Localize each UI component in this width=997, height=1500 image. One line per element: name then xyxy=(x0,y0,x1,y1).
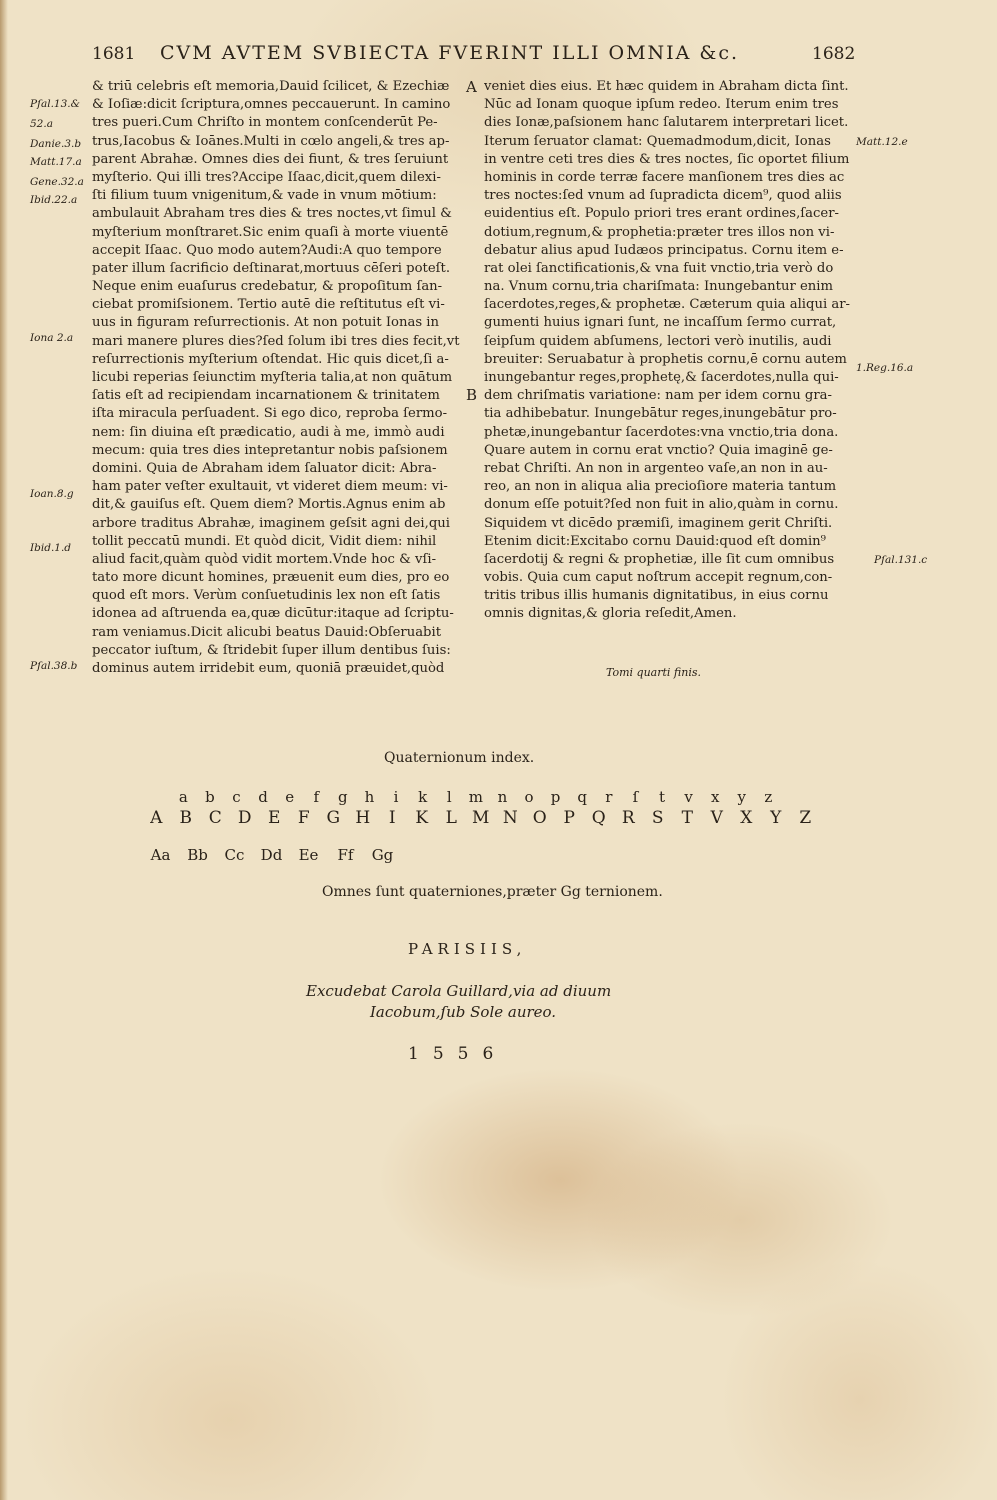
signature-letter: N xyxy=(502,808,519,828)
signature-letter: b xyxy=(205,788,215,806)
text-line: ciebat promiſsionem. Tertio autē die reſtitutus eſt vi- xyxy=(92,297,445,313)
text-line: aliud facit,quàm quòd vidit mortem.Vnde hoc & vſi- xyxy=(92,551,437,567)
text-line: myſterium monſtraret.Sic enim quaſi à morte viuentē xyxy=(92,224,449,240)
text-line: rat olei ſanctificationis,& vna fuit vnctio,tria verò do xyxy=(484,260,834,276)
text-line: omnis dignitas,& gloria reſedit,Amen. xyxy=(484,606,737,622)
signature-letter: L xyxy=(445,808,458,828)
margin-note: Ioan.8.g xyxy=(30,488,74,500)
text-line: dominus autem irridebit eum, quoniā præuidet,quòd xyxy=(92,661,445,676)
imprint-year: 1556 xyxy=(408,1044,508,1064)
signature-letter: Ff xyxy=(337,846,354,864)
signature-letter: e xyxy=(285,788,295,806)
signature-letter: k xyxy=(418,788,428,806)
text-line: mecum: quia tres dies intepretantur nobis paſsionem xyxy=(92,442,448,458)
text-line: peccator iuſtum, & ſtridebit ſuper illum dentibus ſuis: xyxy=(92,642,451,658)
text-line: in ventre ceti tres dies & tres noctes, ſic oportet filium xyxy=(484,151,850,167)
text-line: licubi reperias ſeiunctim myſteria talia,at non quātum xyxy=(92,370,453,385)
signature-letter: c xyxy=(232,788,241,806)
text-line: tato more dicunt homines, præuenit eum dies, pro eo xyxy=(92,570,450,586)
text-line: tres pueri.Cum Chriſto in montem conſcenderūt Pe- xyxy=(92,115,438,131)
margin-note: Matt.17.a xyxy=(30,156,82,168)
text-line: ham pater veſter exultauit, vt videret diem meum: vi- xyxy=(92,479,448,495)
signature-letter: V xyxy=(710,808,724,828)
signature-letter: X xyxy=(740,808,754,828)
text-line: euidentius eſt. Populo priori tres erant ordines,ſacer- xyxy=(484,206,839,222)
signature-letter: i xyxy=(393,788,399,806)
signature-letter: x xyxy=(710,788,720,806)
signature-letter: T xyxy=(681,808,694,828)
margin-note: Iona 2.a xyxy=(30,332,74,344)
text-line: Siquidem vt dicēdo præmiſi, imaginem gerit Chriſti. xyxy=(484,515,833,531)
signature-row-uppercase xyxy=(142,808,821,828)
text-line: ſacerdotij & regni & prophetiæ, ille ſit cum omnibus xyxy=(484,551,835,567)
text-line: dies Ionæ,paſsionem hanc ſalutarem interpretari licet. xyxy=(484,115,849,131)
text-line: myſterio. Qui illi tres?Accipe Iſaac,dicit,quem dilexi- xyxy=(92,169,441,185)
right-text-column xyxy=(484,78,850,624)
imprint-city: PARISIIS, xyxy=(408,940,527,958)
signature-letter: Ee xyxy=(298,846,319,864)
text-line: tres noctes:ſed vnum ad ſupradicta dicem⁹, quod aliis xyxy=(484,188,842,204)
margin-note: Pſal.13.& xyxy=(30,98,80,110)
signature-letter: A xyxy=(150,808,164,828)
page-header xyxy=(0,44,997,70)
signature-letter: H xyxy=(355,808,372,828)
text-line: na. Vnum cornu,tria chariſmata: Inungebantur enim xyxy=(484,279,833,295)
signature-letter: n xyxy=(497,788,508,806)
signature-letter: f xyxy=(313,788,320,806)
text-line: trus,Iacobus & Ioānes.Multi in cœlo angeli,& tres ap- xyxy=(92,133,450,149)
signature-letter: Y xyxy=(770,808,783,828)
text-line: gumenti huius ignari ſunt, ne incaſſum ſermo currat, xyxy=(484,315,837,331)
signature-letter: a xyxy=(178,788,188,806)
imprint-printer-line: Excudebat Carola Guillard,via ad diuum xyxy=(306,982,612,1000)
text-line: Neque enim euaſurus credebatur, & propoſitum ſan- xyxy=(92,279,443,295)
text-line: Quare autem in cornu erat vnctio? Quia imaginē ge- xyxy=(484,442,833,458)
signature-letter: h xyxy=(364,788,375,806)
margin-note: Gene.32.a xyxy=(30,176,84,188)
text-line: ſacerdotes,reges,& prophetæ. Cæterum quia aliqui ar- xyxy=(484,297,850,313)
signature-letter: P xyxy=(563,808,576,828)
tome-end-note: Tomi quarti finis. xyxy=(606,666,702,679)
signature-letter: p xyxy=(550,788,561,806)
signature-letter: R xyxy=(621,808,636,828)
signature-row-lowercase xyxy=(170,788,782,806)
margin-note: Danie.3.b xyxy=(30,138,82,150)
margin-note: Pſal.131.c xyxy=(874,554,928,566)
signature-letter: Q xyxy=(591,808,607,828)
signature-letter: g xyxy=(338,788,348,806)
margin-note: 1.Reg.16.a xyxy=(856,362,914,374)
text-line: Iterum ſeruator clamat: Quemadmodum,dicit, Ionas xyxy=(484,133,831,149)
signature-letter: Gg xyxy=(371,846,394,864)
signature-letter: t xyxy=(658,788,665,806)
text-line: debatur alius apud Iudæos principatus. Cornu item e- xyxy=(484,242,844,258)
text-line: ſeipſum quidem abſumens, lectori verò inutilis, audi xyxy=(484,333,832,349)
text-line: rebat Chriſti. An non in argenteo vaſe,an non in au- xyxy=(484,460,828,476)
text-line: veniet dies eius. Et hæc quidem in Abraham dicta ſint. xyxy=(484,79,849,94)
signature-letter: ſ xyxy=(632,788,639,806)
text-line: vobis. Quia cum caput noſtrum accepit regnum,con- xyxy=(484,570,833,586)
signature-letter: z xyxy=(764,788,773,806)
text-line: pater illum ſacrificio deſtinarat,mortuus cēſeri poteſt. xyxy=(92,260,451,276)
signature-letter: D xyxy=(237,808,253,828)
text-line: & triū celebris eſt memoria,Dauid ſcilicet, & Ezechiæ xyxy=(92,79,450,94)
page-edge xyxy=(0,0,8,1500)
signature-letter: C xyxy=(208,808,223,828)
signature-letter: E xyxy=(268,808,282,828)
signature-row-doubles xyxy=(142,846,401,864)
text-line: dit,& gauiſus eſt. Quem diem? Mortis.Agnus enim ab xyxy=(92,497,446,513)
text-line: dotium,regnum,& prophetia:præter tres illos non vi- xyxy=(484,224,835,240)
text-line: tia adhibebatur. Inungebātur reges,inungebātur pro- xyxy=(484,406,837,422)
left-page-number: 1681 xyxy=(92,44,136,64)
text-line: mari manere plures dies?ſed ſolum ibi tres dies fecit,vt xyxy=(92,333,460,349)
signature-letter: F xyxy=(297,808,311,828)
running-title: CVM AVTEM SVBIECTA FVERINT ILLI OMNIA &c. xyxy=(160,42,740,64)
quaternion-index-title: Quaternionum index. xyxy=(384,750,535,766)
text-line: tollit peccatū mundi. Et quòd dicit, Vidit diem: nihil xyxy=(92,533,437,549)
signature-letter: I xyxy=(388,808,397,828)
signature-letter: O xyxy=(532,808,548,828)
text-line: nem: ſin diuina eſt prædicatio, audi à me, immò audi xyxy=(92,424,445,440)
text-line: accepit Iſaac. Quo modo autem?Audi:A quo tempore xyxy=(92,242,442,258)
signature-letter: m xyxy=(468,788,483,806)
signature-letter: B xyxy=(179,808,193,828)
margin-note: Ibid.22.a xyxy=(30,194,78,206)
signature-letter: Aa xyxy=(150,846,171,864)
text-line: dem chriſmatis variatione: nam per idem cornu gra- xyxy=(484,388,832,404)
signature-letter: q xyxy=(577,788,587,806)
section-letter-a: A xyxy=(466,78,477,96)
text-line: donum eſſe potuit?ſed non fuit in alio,quàm in cornu. xyxy=(484,497,839,513)
signature-letter: o xyxy=(524,788,534,806)
signature-letter: v xyxy=(684,788,693,806)
text-line: uus in figuram reſurrectionis. At non potuit Ionas in xyxy=(92,315,440,331)
text-line: Nūc ad Ionam quoque ipſum redeo. Iterum enim tres xyxy=(484,97,839,113)
text-line: inungebantur reges,prophetę,& ſacerdotes,nulla qui- xyxy=(484,370,839,385)
text-line: parent Abrahæ. Omnes dies dei fiunt, & tres ſeruiunt xyxy=(92,151,449,167)
signature-letter: r xyxy=(605,788,613,806)
text-line: iſta miracula perſuadent. Si ego dico, reproba ſermo- xyxy=(92,406,448,422)
text-line: phetæ,inungebantur ſacerdotes:vna vnctio,tria dona. xyxy=(484,424,839,440)
signature-letter: l xyxy=(446,788,452,806)
text-line: quod eſt mors. Verùm conſuetudinis lex non eſt ſatis xyxy=(92,588,441,604)
signature-letter: Bb xyxy=(187,846,208,864)
signature-letter: y xyxy=(737,788,746,806)
text-line: arbore traditus Abrahæ, imaginem geſsit agni dei,qui xyxy=(92,515,450,531)
text-line: idonea ad aſtruenda ea,quæ dicūtur:itaque ad ſcriptu- xyxy=(92,606,454,622)
signature-letter: S xyxy=(651,808,665,828)
signature-letter: Cc xyxy=(224,846,245,864)
text-line: breuiter: Seruabatur à prophetis cornu,ē cornu autem xyxy=(484,351,847,367)
text-line: ambulauit Abraham tres dies & tres noctes,vt ſimul & xyxy=(92,206,452,222)
section-letter-b: B xyxy=(466,386,478,404)
right-page-number: 1682 xyxy=(812,44,856,64)
text-line: reſurrectionis myſterium oſtendat. Hic quis dicet,ſi a- xyxy=(92,351,449,367)
text-line: ſatis eſt ad recipiendam incarnationem & trinitatem xyxy=(92,388,440,404)
margin-note: Pſal.38.b xyxy=(30,660,78,672)
margin-note: Matt.12.e xyxy=(856,136,908,148)
signature-letter: Dd xyxy=(260,846,283,864)
text-line: hominis in corde terræ facere manſionem tres dies ac xyxy=(484,169,845,185)
text-line: & Ioſiæ:dicit ſcriptura,omnes peccauerunt. In camino xyxy=(92,97,451,113)
quaternion-note: Omnes ſunt quaterniones,præter Gg ternionem. xyxy=(322,884,663,900)
signature-letter: K xyxy=(415,808,430,828)
text-line: ram veniamus.Dicit alicubi beatus Dauid:Obſeruabit xyxy=(92,624,442,640)
text-line: Etenim dicit:Excitabo cornu Dauid:quod eſt domin⁹ xyxy=(484,533,826,549)
text-line: reo, an non in aliqua alia precioſiore materia tantum xyxy=(484,479,837,495)
text-line: domini. Quia de Abraham idem ſaluator dicit: Abra- xyxy=(92,460,437,476)
signature-letter: G xyxy=(326,808,342,828)
margin-note: Ibid.1.d xyxy=(30,542,72,554)
signature-letter: Z xyxy=(799,808,813,828)
text-line: tritis tribus illis humanis dignitatibus, in eius cornu xyxy=(484,588,829,604)
signature-letter: M xyxy=(472,808,491,828)
text-line: ſti filium tuum vnigenitum,& vade in vnum mōtium: xyxy=(92,188,437,204)
left-text-column xyxy=(92,78,464,678)
margin-note: 52.a xyxy=(30,118,53,130)
imprint-address-line: Iacobum,ſub Sole aureo. xyxy=(370,1003,557,1021)
signature-letter: d xyxy=(258,788,268,806)
